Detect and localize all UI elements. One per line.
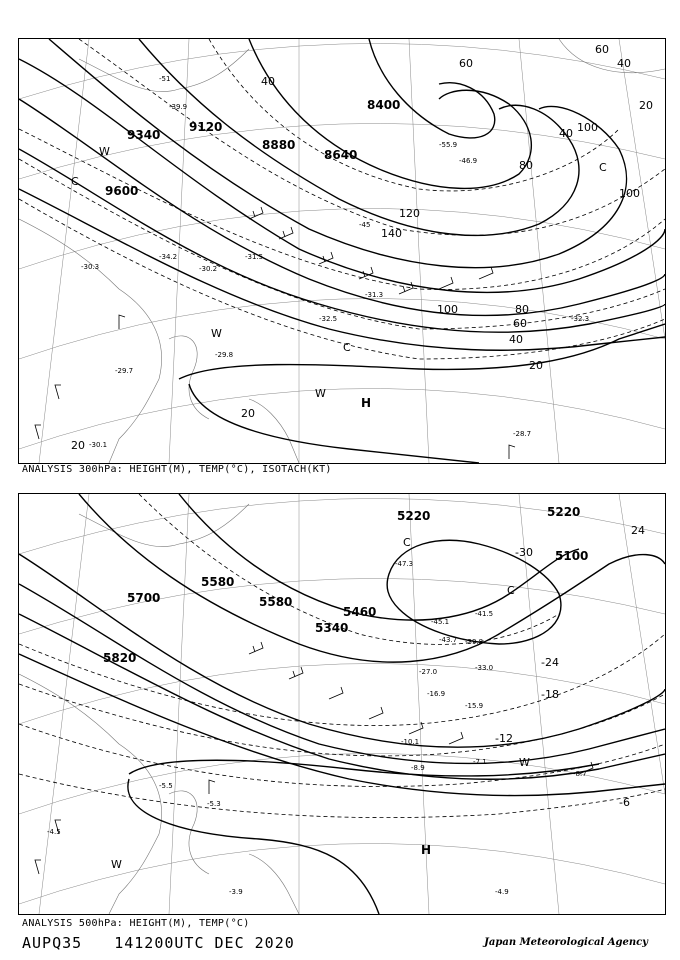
isotherm-label: -6	[619, 796, 630, 809]
isotach-label: 140	[381, 227, 402, 240]
caption-300hpa: ANALYSIS 300hPa: HEIGHT(M), TEMP(°C), ISOTACH(KT)	[22, 464, 332, 475]
station-temp: -41.5	[475, 610, 494, 618]
station-temp: -5.3	[207, 800, 221, 808]
isotach-labels	[71, 43, 653, 452]
wind-barbs	[35, 207, 515, 459]
coastline	[19, 39, 665, 463]
isotach-label: 60	[595, 43, 609, 56]
station-temp: -8.9	[411, 764, 425, 772]
station-temp: -8.7	[573, 770, 587, 778]
chart-identifier	[22, 934, 317, 952]
chart-300hpa	[18, 38, 666, 464]
station-temp: -4.9	[495, 888, 509, 896]
agency-credit: Japan Meteorological Agency	[484, 937, 648, 948]
cold-center-label: C	[71, 175, 79, 188]
isotach-label: 60	[459, 57, 473, 70]
coastline	[19, 504, 299, 914]
isotach-label: 120	[399, 207, 420, 220]
center-markers	[71, 145, 607, 410]
height-labels	[105, 98, 400, 198]
isotach-label: 20	[529, 359, 543, 372]
height-label: 5340	[315, 621, 349, 635]
station-temp: -45.1	[431, 618, 450, 626]
map-500hpa	[19, 494, 665, 914]
warm-center-label: W	[211, 327, 222, 340]
high-center-label: H	[361, 396, 372, 410]
isotach-label: 20	[71, 439, 85, 452]
station-temp: -29.7	[115, 367, 134, 375]
isotach-label: 20	[241, 407, 255, 420]
isotach-label: 60	[513, 317, 527, 330]
cold-center-label: C	[599, 161, 607, 174]
station-temp: -30.1	[89, 441, 108, 449]
height-label: 9340	[127, 128, 161, 142]
cold-center-label: C	[507, 584, 515, 597]
map-300hpa	[19, 39, 665, 463]
station-temp: -43.7	[439, 636, 458, 644]
station-temp: -32.3	[571, 315, 590, 323]
isotherm-label: -12	[495, 732, 513, 745]
station-temp: -16.9	[427, 690, 446, 698]
isotach-label: 40	[617, 57, 631, 70]
station-temp: -45	[359, 221, 371, 229]
station-temp: -39.8	[465, 638, 484, 646]
station-temp: -55.9	[439, 141, 458, 149]
height-label: 9120	[189, 120, 223, 134]
station-temp: -27.0	[419, 668, 438, 676]
warm-center-label: W	[519, 756, 530, 769]
height-label: 5220	[547, 505, 581, 519]
valid-time: 141200UTC DEC 2020	[114, 934, 295, 952]
height-label: 5700	[127, 591, 161, 605]
chart-code: AUPQ35	[22, 934, 83, 952]
isotach-label: 100	[437, 303, 458, 316]
cold-center-label: C	[343, 341, 351, 354]
height-label: 5580	[201, 575, 235, 589]
station-temp: -31.5	[245, 253, 264, 261]
isotherm-label: 24	[631, 524, 645, 537]
isotherm-labels	[495, 524, 645, 809]
height-label: 8400	[367, 98, 401, 112]
isotherm-label: -18	[541, 688, 559, 701]
station-temps	[47, 560, 587, 896]
station-temp: -4.5	[47, 828, 61, 836]
height-contours	[19, 39, 665, 463]
height-label: 5460	[343, 605, 377, 619]
station-temp: -46.9	[459, 157, 478, 165]
station-temp: -33.0	[475, 664, 494, 672]
isotach-label: 40	[559, 127, 573, 140]
wind-barbs	[35, 642, 593, 874]
latlon-grid	[19, 39, 665, 463]
warm-center-label: W	[315, 387, 326, 400]
isotach-label: 40	[261, 75, 275, 88]
height-labels	[103, 505, 588, 665]
station-temp: -30.3	[81, 263, 100, 271]
station-temp: -29.8	[215, 351, 234, 359]
cold-center-label: C	[403, 536, 411, 549]
station-temp: -30.2	[199, 265, 218, 273]
station-temp: -15.9	[465, 702, 484, 710]
isotherm-label: -24	[541, 656, 559, 669]
station-temp: -39.9	[169, 103, 188, 111]
station-temp: -5.5	[159, 782, 173, 790]
station-temp: -47.3	[395, 560, 414, 568]
height-label: 8880	[262, 138, 296, 152]
isotach-label: 100	[619, 187, 640, 200]
warm-center-label: W	[111, 858, 122, 871]
height-label: 5220	[397, 509, 431, 523]
station-temp: -7.1	[473, 758, 487, 766]
station-temp: -3.9	[229, 888, 243, 896]
isotherm-label: -30	[515, 546, 533, 559]
height-label: 5100	[555, 549, 589, 563]
station-temp: -28.7	[513, 430, 532, 438]
isotach-label: 80	[515, 303, 529, 316]
station-temp: -34.2	[159, 253, 178, 261]
height-label: 8640	[324, 148, 358, 162]
isotach-label: 80	[519, 159, 533, 172]
warm-center-label: W	[99, 145, 110, 158]
station-temp: -32.5	[319, 315, 338, 323]
station-temp: -31.3	[365, 291, 384, 299]
high-center-label: H	[421, 843, 432, 857]
isotach-label: 40	[509, 333, 523, 346]
isotach-label: 20	[639, 99, 653, 112]
caption-500hpa: ANALYSIS 500hPa: HEIGHT(M), TEMP(°C)	[22, 918, 250, 929]
height-label: 5820	[103, 651, 137, 665]
station-temp: -51	[159, 75, 171, 83]
isotach-label: 100	[577, 121, 598, 134]
height-label: 5580	[259, 595, 293, 609]
height-label: 9600	[105, 184, 139, 198]
chart-500hpa	[18, 493, 666, 915]
station-temp: -10.1	[401, 738, 420, 746]
